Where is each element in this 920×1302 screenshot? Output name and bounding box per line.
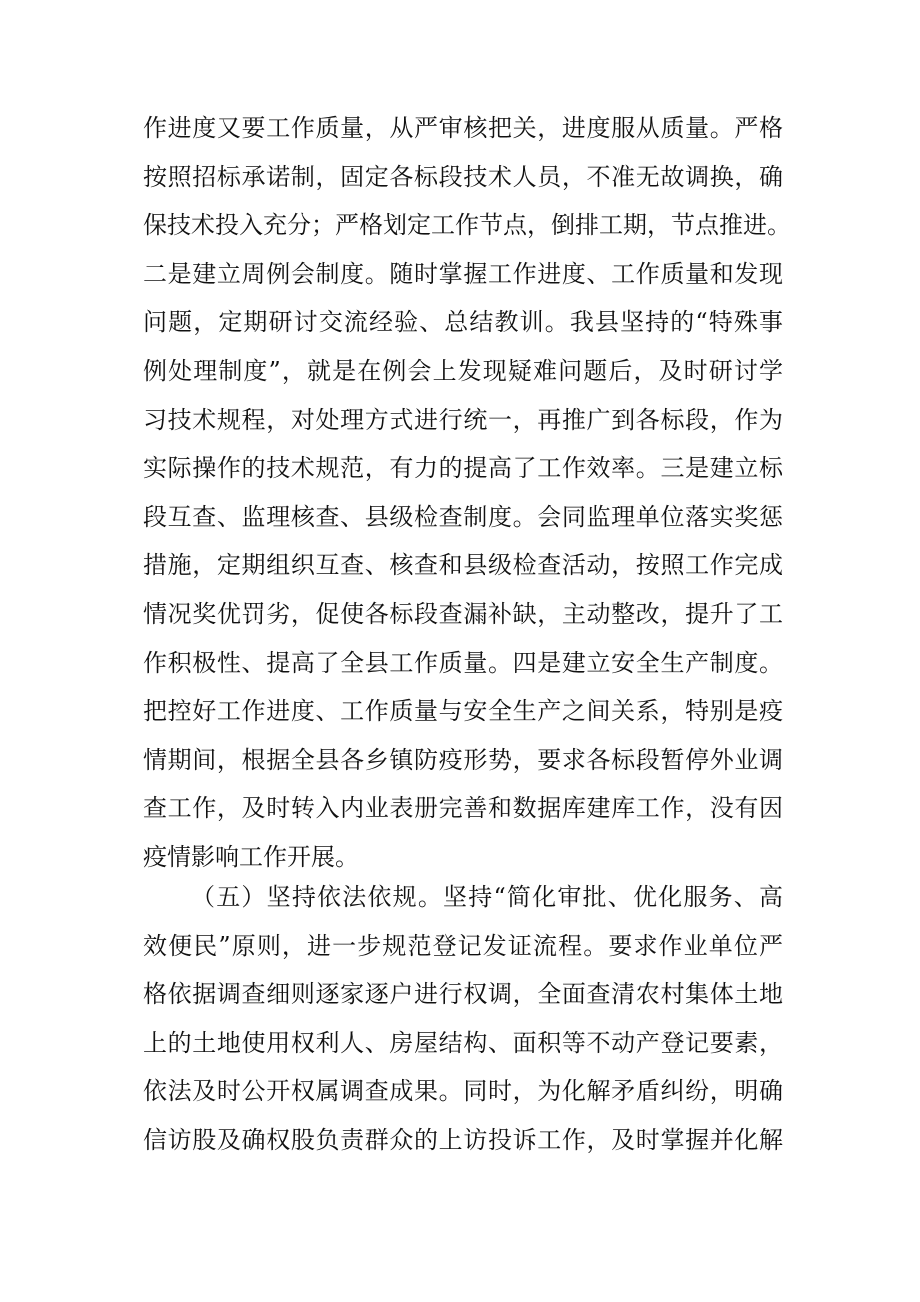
text-line: 效便民”原则，进一步规范登记发证流程。要求作业单位严 bbox=[143, 931, 783, 960]
text-line: 信访股及确权股负责群众的上访投诉工作，及时掌握并化解 bbox=[143, 1125, 783, 1154]
paragraph-continued bbox=[143, 104, 791, 882]
text-line: 查工作，及时转入内业表册完善和数据库建库工作，没有因 bbox=[143, 794, 783, 823]
text-line: 例处理制度”，就是在例会上发现疑难问题后，及时研讨学 bbox=[143, 356, 783, 385]
text-line: 二是建立周例会制度。随时掌握工作进度、工作质量和发现 bbox=[143, 259, 783, 288]
text-line: 把控好工作进度、工作质量与安全生产之间关系，特别是疫 bbox=[143, 697, 783, 726]
text-line: 情期间，根据全县各乡镇防疫形势，要求各标段暂停外业调 bbox=[143, 745, 783, 774]
text-line: 作进度又要工作质量，从严审核把关，进度服从质量。严格 bbox=[143, 114, 783, 142]
text-line: （五）坚持依法依规。坚持“简化审批、优化服务、高 bbox=[191, 883, 783, 911]
text-line: 上的土地使用权利人、房屋结构、面积等不动产登记要素， bbox=[143, 1028, 783, 1057]
text-line: 保技术投入充分；严格划定工作节点，倒排工期，节点推进。 bbox=[143, 211, 791, 240]
text-line: 按照招标承诺制，固定各标段技术人员，不准无故调换，确 bbox=[143, 162, 783, 191]
text-line: 依法及时公开权属调查成果。同时，为化解矛盾纠纷，明确 bbox=[143, 1077, 783, 1106]
text-line: 疫情影响工作开展。 bbox=[143, 842, 359, 871]
text-line: 情况奖优罚劣，促使各标段查漏补缺，主动整改，提升了工 bbox=[143, 599, 783, 628]
text-line: 段互查、监理核查、县级检查制度。会同监理单位落实奖惩 bbox=[143, 502, 783, 531]
text-line: 作积极性、提高了全县工作质量。四是建立安全生产制度。 bbox=[143, 648, 783, 677]
text-line: 实际操作的技术规范，有力的提高了工作效率。三是建立标 bbox=[143, 454, 783, 483]
text-line: 措施，定期组织互查、核查和县级检查活动，按照工作完成 bbox=[143, 551, 783, 580]
text-line: 问题，定期研讨交流经验、总结教训。我县坚持的“特殊事 bbox=[143, 308, 783, 337]
text-line: 习技术规程，对处理方式进行统一，再推广到各标段，作为 bbox=[143, 405, 783, 434]
paragraph-section-5 bbox=[143, 873, 783, 1165]
text-line: 格依据调查细则逐家逐户进行权调，全面查清农村集体土地 bbox=[143, 980, 783, 1009]
